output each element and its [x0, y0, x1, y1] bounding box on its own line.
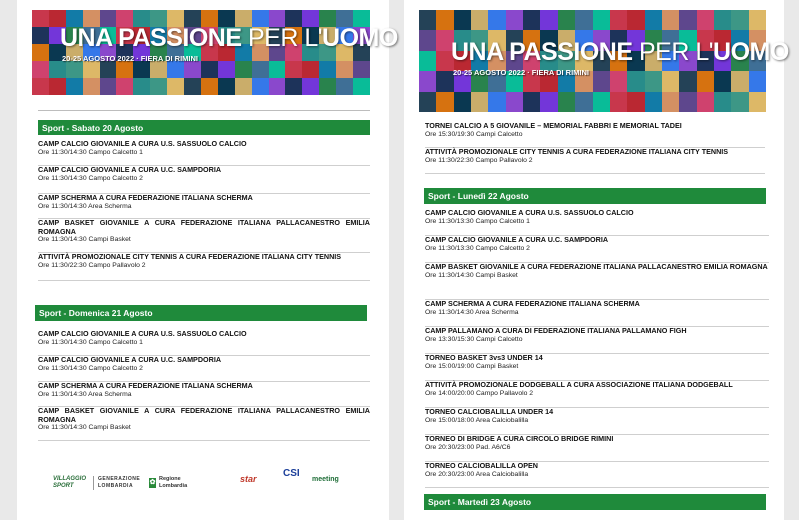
- program-entry: [38, 330, 370, 356]
- entry-time-location: Ore 14:00/20:00 Campo Pallavolo 2: [425, 389, 534, 397]
- entry-time-location: Ore 11:30/22:30 Campo Pallavolo 2: [425, 156, 533, 164]
- program-entry: [38, 253, 370, 281]
- entry-title: TORNEI CALCIO A 5 GIOVANILE – MEMORIAL FABBRI E MEMORIAL TADEI: [425, 121, 682, 130]
- program-entry: [425, 148, 765, 174]
- event-banner: [419, 10, 789, 112]
- entry-time-location: Ore 20:30/23:00 Pad. A6/C6: [425, 443, 511, 451]
- program-entry: [38, 194, 370, 219]
- section-heading-tuesday: Sport - Martedì 23 Agosto: [424, 494, 766, 510]
- entry-title: CAMP SCHERMA A CURA FEDERAZIONE ITALIANA SCHERMA: [38, 193, 253, 202]
- program-entry: [425, 435, 769, 462]
- entry-time-location: Ore 15:00/19:00 Campi Basket: [425, 362, 519, 370]
- entry-title: CAMP BASKET GIOVANILE A CURA FEDERAZIONE ITALIANA PALLACANESTRO EMILIA ROMAGNA: [38, 406, 370, 424]
- logo-villaggio-sport: VILLAGGIO SPORT: [53, 476, 86, 489]
- entry-title: CAMP CALCIO GIOVANILE A CURA U.C. SAMPDORIA: [38, 165, 222, 174]
- entry-time-location: Ore 11:30/14:30 Campi Basket: [38, 236, 131, 244]
- entry-title: CAMP SCHERMA A CURA FEDERAZIONE ITALIANA SCHERMA: [425, 299, 640, 308]
- section-heading-saturday: Sport - Sabato 20 Agosto: [38, 120, 370, 135]
- entry-title: ATTIVITÀ PROMOZIONALE CITY TENNIS A CURA FEDERAZIONE ITALIANA CITY TENNIS: [425, 147, 729, 156]
- entry-time-location: Ore 13:30/15:30 Campi Calcetto: [425, 335, 523, 343]
- banner-subtitle: 20-25 AGOSTO 2022 · FIERA DI RIMINI: [62, 54, 199, 63]
- banner-title-part-2: PER L': [247, 24, 323, 52]
- entry-title: CAMP SCHERMA A CURA FEDERAZIONE ITALIANA SCHERMA: [38, 381, 253, 390]
- entry-time-location: Ore 11:30/14:30 Campi Basket: [425, 271, 518, 279]
- section-heading-sunday: Sport - Domenica 21 Agosto: [35, 305, 367, 321]
- entry-time-location: Ore 11:30/14:30 Area Scherma: [38, 202, 132, 210]
- program-page-left: [17, 0, 398, 520]
- entry-time-location: Ore 15:00/18:00 Area Calciobalilla: [425, 416, 529, 424]
- program-entry: [38, 140, 370, 166]
- program-entry: [425, 462, 769, 488]
- program-entry: [425, 209, 769, 236]
- program-entry: [425, 354, 769, 381]
- entry-title: TORNEO BASKET 3vs3 UNDER 14: [425, 353, 543, 362]
- entry-time-location: Ore 15:30/19:30 Campi Calcetto: [425, 130, 523, 138]
- logo-csi: CSI: [283, 468, 300, 479]
- entry-title: CAMP PALLAMANO A CURA DI FEDERAZIONE ITALIANA PALLAMANO FIGH: [425, 326, 687, 335]
- entry-time-location: Ore 11:30/14:30 Campi Basket: [38, 424, 131, 432]
- entry-title: TORNEO DI BRIDGE A CURA CIRCOLO BRIDGE RIMINI: [425, 434, 614, 443]
- entry-title: TORNEO CALCIOBALILLA UNDER 14: [425, 407, 554, 416]
- entry-title: ATTIVITÀ PROMOZIONALE CITY TENNIS A CURA FEDERAZIONE ITALIANA CITY TENNIS: [38, 252, 342, 261]
- program-entry: [38, 166, 370, 194]
- banner-title-part-1: UNA PASSIONE: [60, 24, 242, 52]
- program-entry: [38, 219, 370, 253]
- banner-subtitle: 20-25 AGOSTO 2022 · FIERA DI RIMINI: [453, 68, 590, 77]
- entry-time-location: Ore 11:30/14:30 Area Scherma: [425, 308, 519, 316]
- entry-title: CAMP CALCIO GIOVANILE A CURA U.C. SAMPDORIA: [38, 355, 222, 364]
- entry-time-location: Ore 11:30/22:30 Campo Pallavolo 2: [38, 261, 146, 269]
- program-entry: [425, 122, 765, 148]
- entry-time-location: Ore 11:30/14:30 Area Scherma: [38, 390, 132, 398]
- program-entry: [425, 236, 769, 263]
- logo-regione-lombardia: ✿ Regione Lombardia: [149, 476, 188, 489]
- entry-title: CAMP BASKET GIOVANILE A CURA FEDERAZIONE ITALIANA PALLACANESTRO EMILIA ROMAGNA: [425, 262, 768, 271]
- program-entry: [38, 407, 370, 441]
- program-entry: [425, 408, 769, 435]
- entry-title: ATTIVITÀ PROMOZIONALE DODGEBALL A CURA ASSOCIAZIONE ITALIANA DODGEBALL: [425, 380, 733, 389]
- banner-title: [60, 24, 398, 53]
- entry-title: CAMP BASKET GIOVANILE A CURA FEDERAZIONE ITALIANA PALLACANESTRO EMILIA ROMAGNA: [38, 218, 370, 236]
- sponsor-logos: [17, 470, 389, 496]
- section-heading-monday: Sport - Lunedì 22 Agosto: [424, 188, 766, 204]
- entry-time-location: Ore 11:30/14:30 Campo Calcetto 2: [38, 364, 143, 372]
- program-entry: [425, 300, 769, 327]
- program-entry: [425, 263, 769, 300]
- logo-meeting: meeting: [312, 476, 339, 483]
- entry-title: CAMP CALCIO GIOVANILE A CURA U.C. SAMPDORIA: [425, 235, 609, 244]
- program-entry: [425, 327, 769, 354]
- divider: [38, 110, 370, 111]
- entry-title: TORNEO CALCIOBALILLA OPEN: [425, 461, 539, 470]
- program-entry: [38, 356, 370, 382]
- logo-star: star: [240, 474, 257, 484]
- entry-title: CAMP CALCIO GIOVANILE A CURA U.S. SASSUOLO CALCIO: [38, 329, 247, 338]
- entry-time-location: Ore 11:30/14:30 Campo Calcetto 1: [38, 338, 143, 346]
- entry-time-location: Ore 11:30/13:30 Campo Calcetto 1: [425, 217, 530, 225]
- lombardia-emblem-icon: ✿: [149, 479, 156, 486]
- entry-time-location: Ore 11:30/13:30 Campo Calcetto 2: [425, 244, 530, 252]
- program-page-right: [404, 0, 789, 520]
- entry-time-location: Ore 11:30/14:30 Campo Calcetto 2: [38, 174, 143, 182]
- program-entry: [38, 382, 370, 407]
- entry-title: CAMP CALCIO GIOVANILE A CURA U.S. SASSUOLO CALCIO: [425, 208, 634, 217]
- program-entry: [425, 381, 769, 408]
- banner-title-part-3: UOMO: [322, 24, 398, 52]
- banner-title: UNA PASSIONE PER L'UOMO: [451, 38, 789, 66]
- logo-generazione-lombardia: GENERAZIONE LOMBARDIA: [93, 476, 141, 490]
- event-banner: [32, 10, 398, 95]
- entry-title: CAMP CALCIO GIOVANILE A CURA U.S. SASSUOLO CALCIO: [38, 139, 247, 148]
- entry-time-location: Ore 11:30/14:30 Campo Calcetto 1: [38, 148, 143, 156]
- entry-time-location: Ore 20:30/23:00 Area Calciobalilla: [425, 470, 529, 478]
